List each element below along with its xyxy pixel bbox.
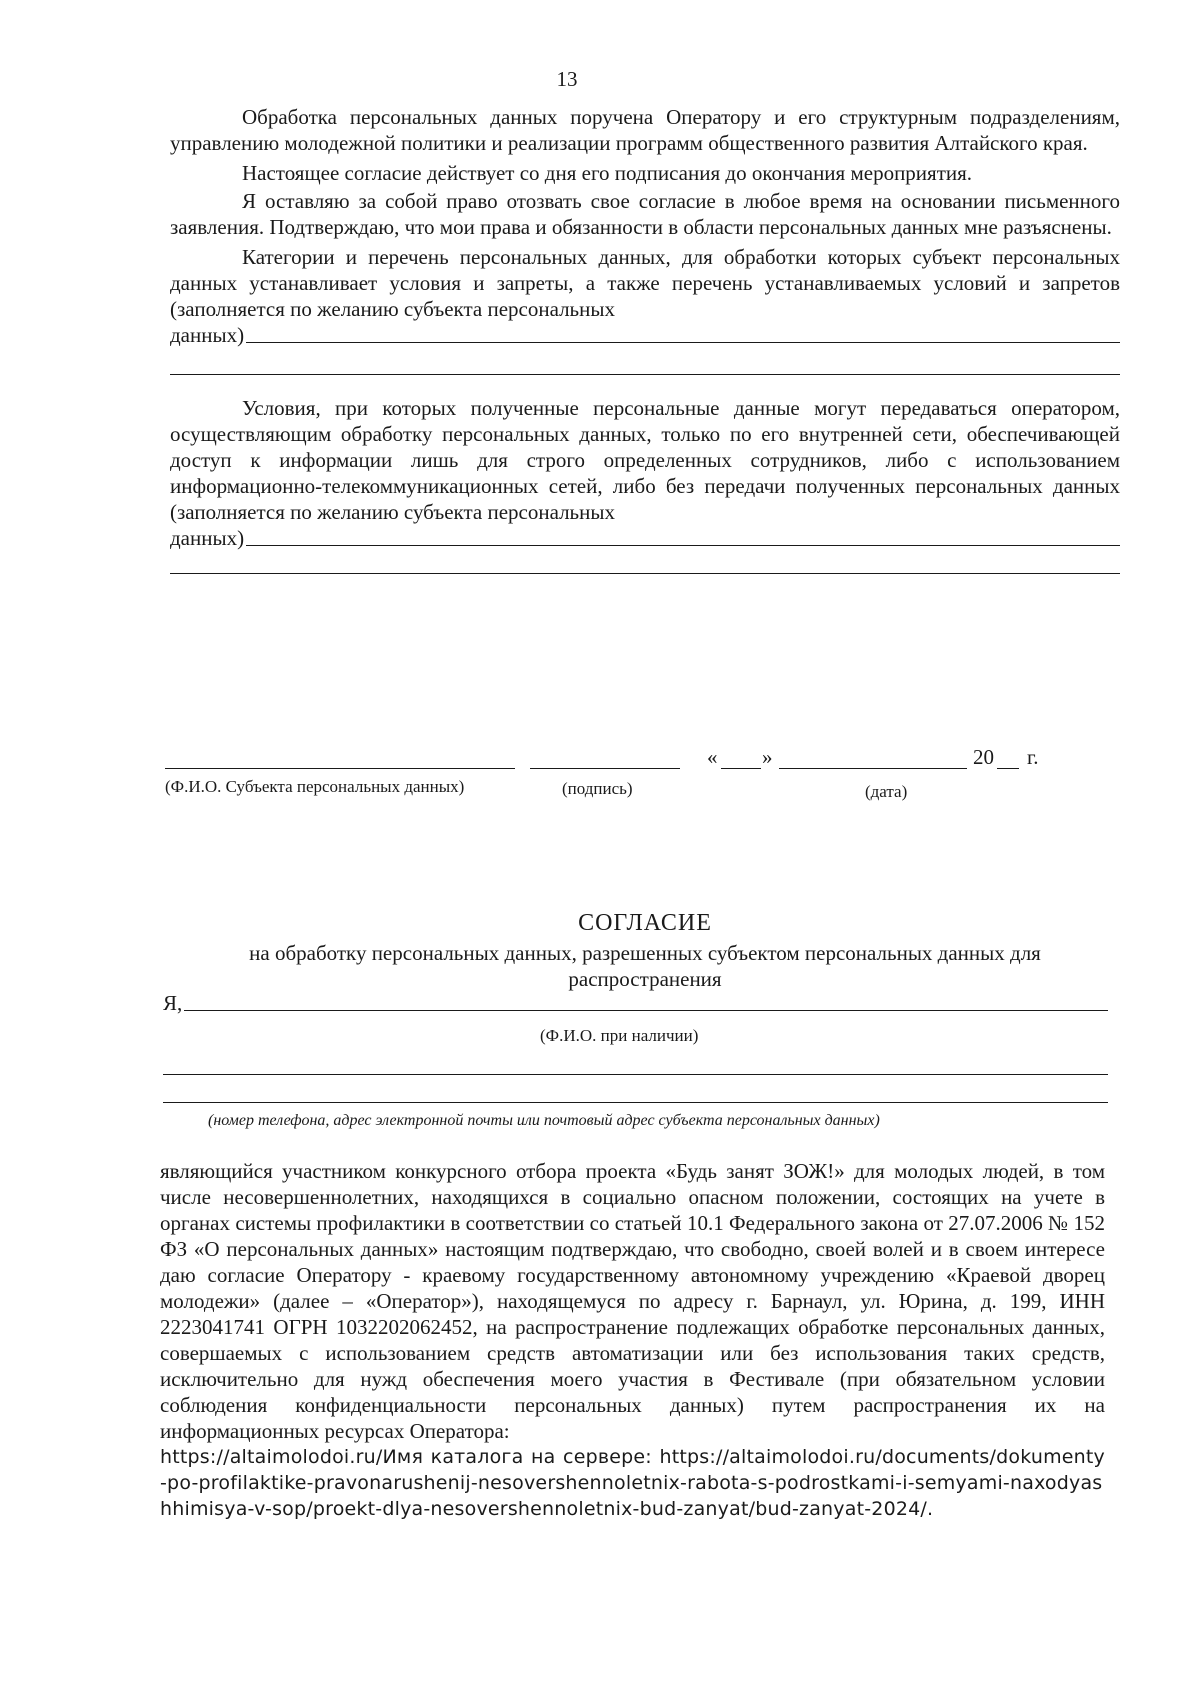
name-fill-row[interactable] — [163, 990, 1108, 1016]
fio-signature-caption: (Ф.И.О. Субъекта персональных данных) — [165, 777, 465, 796]
categories-fill-line-2[interactable] — [170, 374, 1120, 375]
date-day-line[interactable] — [721, 768, 761, 769]
signature-line[interactable] — [530, 768, 680, 769]
transfer-fill-row[interactable] — [170, 525, 1120, 551]
paragraph-transfer-conditions: Условия, при которых полученные персональные данные могут передаваться оператором, осуществляющим обработку персональных данных, только по его внутренней сети, обеспечивающей доступ к информации лишь для строго определенных сотрудников, либо с использованием информационно-телекоммуникационных сетей, либо без передачи полученных персональных данных (заполняется по желанию субъекта персональных — [170, 396, 1120, 524]
date-month-line[interactable] — [779, 768, 967, 769]
consent-body — [160, 1158, 1105, 1522]
contacts-fill-line-2[interactable] — [163, 1102, 1108, 1103]
transfer-fill-line[interactable] — [246, 545, 1120, 546]
paragraph-categories: Категории и перечень персональных данных, для обработки которых субъект персональных данных устанавливает условия и запреты, а также перечень устанавливаемых условий и запретов (заполняется по желанию субъекта персональных — [170, 245, 1120, 321]
date-caption: (дата) — [865, 782, 908, 801]
page-number-text: 13 — [556, 67, 578, 91]
consent-url-text: https://altaimolodoi.ru/Имя каталога на сервере: https://altaimolodoi.ru/documents/dokumenty-po-profilaktike-pravonarushenij-nesovershennoletnix-rabota-s-podrostkami-i-semyami-naxodyashhimisya-v-sop/proekt-dlya-nesovershennoletnix-bud-zanyat/bud-zanyat-2024/. — [160, 1446, 1105, 1520]
fio-signature-line[interactable] — [165, 768, 515, 769]
date-year-prefix: 20 — [973, 745, 994, 769]
consent-body-text: являющийся участником конкурсного отбора проекта «Будь занят ЗОЖ!» для молодых людей, в том числе несовершеннолетних, находящихся в социально опасном положении, состоящих на учете в органах системы профилактики в соответствии со статьей 10.1 Федерального закона от 27.07.2006 № 152 ФЗ «О персональных данных» настоящим подтверждаю, что свободно, своей волей и в своем интересе даю согласие Оператору - краевому государственному автономному учреждению «Краевой дворец молодежи» (далее – «Оператор»), находящемуся по адресу г. Барнаул, ул. Юрина, д. 199, ИНН 2223041741 ОГРН 1032202062452, на распространение подлежащих обработке персональных данных, совершаемых с использованием средств автоматизации или без использования таких средств, исключительно для нужд обеспечения моего участия в Фестивале (при обязательном условии соблюдения конфиденциальности персональных данных) путем распространения их на информационных ресурсах Оператора: — [160, 1159, 1105, 1443]
categories-fill-line[interactable] — [246, 342, 1120, 343]
name-fill-line[interactable] — [184, 1010, 1108, 1011]
consent-subtitle-line-2: распространения — [568, 967, 722, 991]
categories-fill-row[interactable] — [170, 322, 1120, 348]
paragraph-validity: Настоящее согласие действует со дня его подписания до окончания мероприятия. — [242, 161, 973, 185]
page-number — [0, 66, 1200, 92]
section-1 — [170, 104, 1120, 574]
signature-caption: (подпись) — [562, 779, 633, 798]
paragraph-processing-assignment: Обработка персональных данных поручена Оператору и его структурным подразделениям, управлению молодежной политики и реализации программ общественного развития Алтайского края. — [170, 105, 1120, 155]
consent-subtitle-line-1: на обработку персональных данных, разрешенных субъектом персональных данных для — [249, 941, 1041, 965]
consent-title: СОГЛАСИЕ — [578, 910, 712, 936]
paragraph-revocation: Я оставляю за собой право отозвать свое согласие в любое время на основании письменного заявления. Подтверждаю, что мои права и обязанности в области персональных данных мне разъяснены. — [170, 189, 1120, 239]
categories-fill-label: данных) — [170, 323, 245, 347]
i-label: Я, — [163, 991, 183, 1015]
transfer-fill-label: данных) — [170, 526, 245, 550]
date-quote-open: « — [707, 745, 718, 769]
date-year-line[interactable] — [997, 768, 1019, 769]
date-quote-close: » — [762, 745, 773, 769]
date-year-suffix: г. — [1027, 745, 1039, 769]
signature-row — [165, 746, 1120, 806]
contacts-fill-line-1[interactable] — [163, 1074, 1108, 1075]
transfer-fill-line-2[interactable] — [170, 573, 1120, 574]
name-caption: (Ф.И.О. при наличии) — [540, 1026, 699, 1045]
contacts-caption: (номер телефона, адрес электронной почты или почтовый адрес субъекта персональных данных) — [208, 1112, 880, 1129]
